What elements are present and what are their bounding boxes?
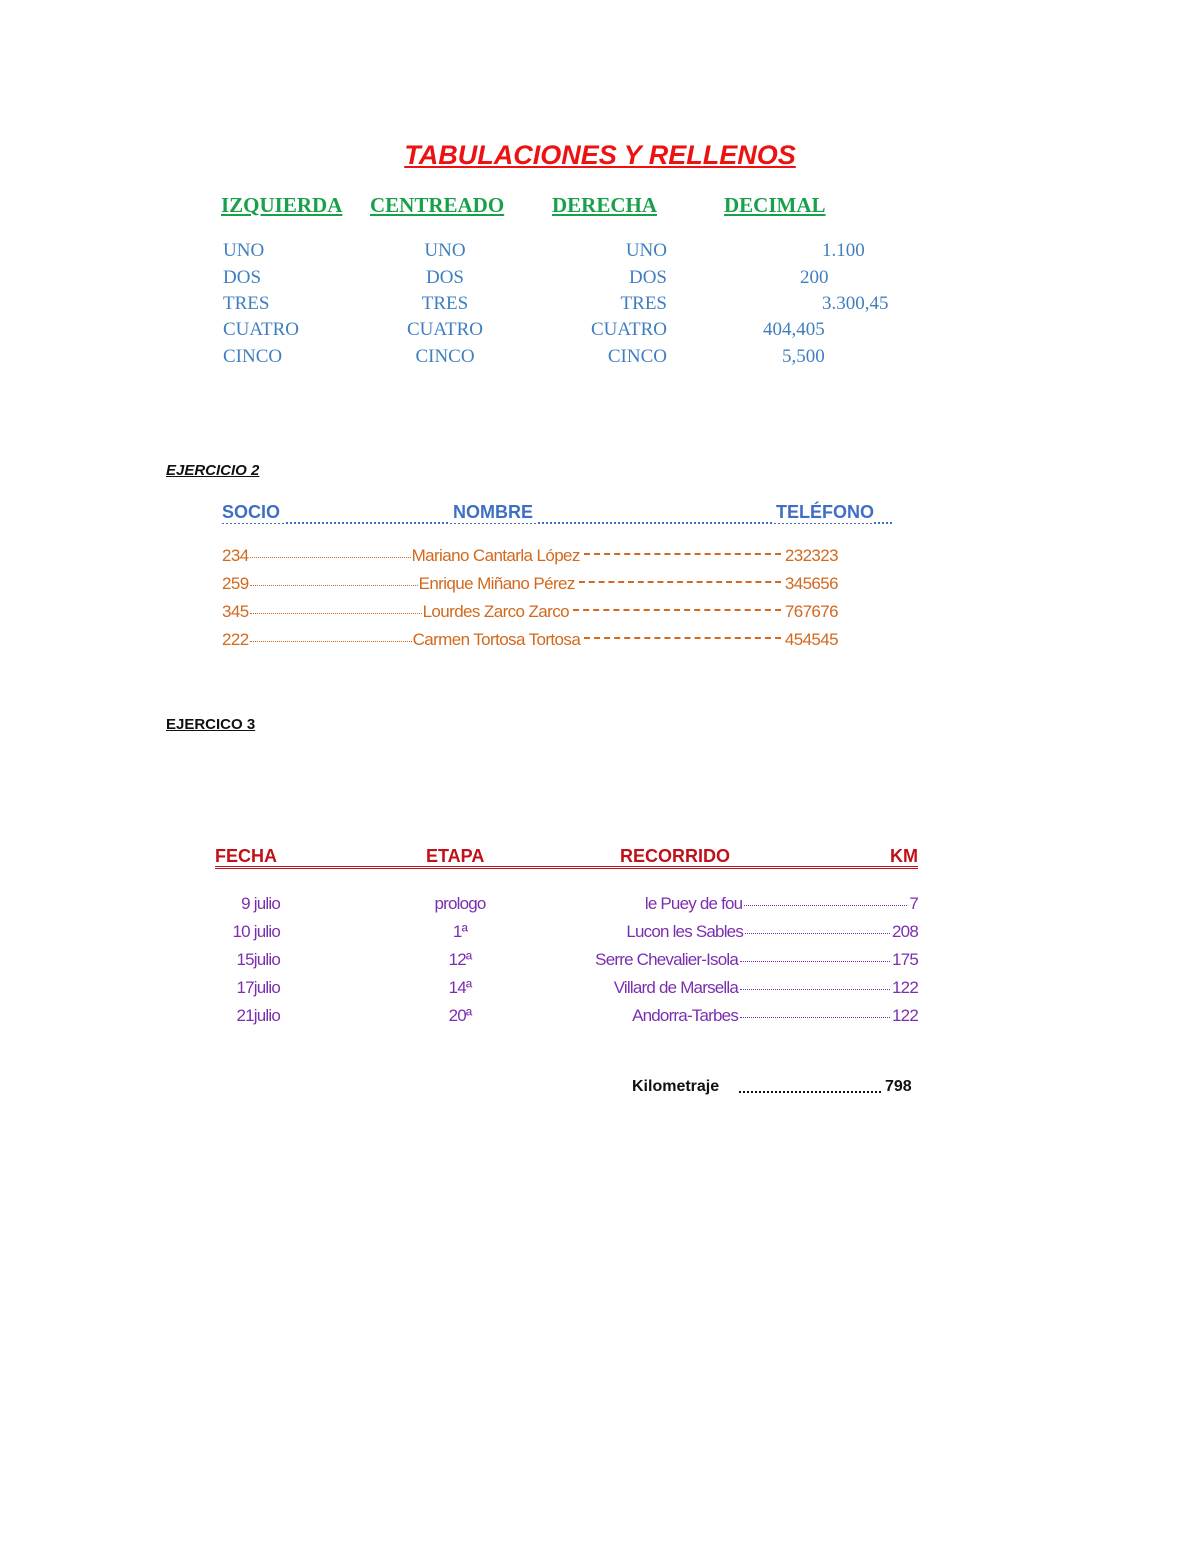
stage-km: 122 [892, 1006, 918, 1025]
stage-number: 14ª [448, 978, 472, 997]
dot-leader [740, 961, 890, 962]
ejercicio-3-label: EJERCICO 3 [166, 716, 256, 733]
s1-center-cell: DOS [425, 267, 464, 288]
dot-leader [744, 905, 907, 906]
header-centreado: CENTREADO [370, 193, 505, 217]
member-phone: 232323 [784, 546, 838, 565]
dash-leader [584, 553, 781, 555]
kilometraje-label: Kilometraje [632, 1078, 720, 1095]
table-row [222, 574, 838, 594]
s1-center-cell: CUATRO [406, 319, 483, 340]
stage-route: Lucon les Sables [626, 922, 744, 941]
dot-leader [250, 557, 411, 558]
stage-route-row [560, 978, 918, 998]
ejercicio-2-label: EJERCICIO 2 [166, 462, 260, 479]
header-km: KM [890, 846, 918, 866]
s1-decimal-cell: 404,405 [763, 319, 825, 340]
dash-leader [584, 637, 781, 639]
stage-number: 20ª [448, 1006, 472, 1025]
stage-number: 12ª [448, 950, 472, 969]
member-phone: 454545 [784, 630, 838, 649]
s1-left-cell: UNO [223, 240, 265, 261]
s1-left-cell: CINCO [223, 346, 283, 367]
stage-route: Serre Chevalier-Isola [595, 950, 739, 969]
header-derecha: DERECHA [552, 193, 658, 217]
header-izquierda: IZQUIERDA [221, 193, 343, 217]
stage-route-row [560, 922, 918, 942]
stage-km: 208 [892, 922, 918, 941]
s1-decimal-cell: 1.100 [822, 240, 865, 261]
stage-route-row [560, 1006, 918, 1026]
stage-date: 15julio [236, 950, 280, 969]
stage-km: 122 [892, 978, 918, 997]
stage-date: 17julio [236, 978, 280, 997]
dot-leader [740, 1017, 890, 1018]
stage-route: le Puey de fou [644, 894, 743, 913]
stage-date: 10 julio [232, 922, 280, 941]
socio-number: 234 [222, 546, 249, 565]
s1-center-cell: UNO [424, 240, 466, 261]
s1-right-cell: UNO [625, 240, 667, 261]
dot-leader [745, 933, 890, 934]
stage-km: 175 [892, 950, 918, 969]
stage-route: Villard de Marsella [613, 978, 739, 997]
s1-right-cell: CUATRO [590, 319, 667, 340]
stage-number: prologo [434, 894, 486, 913]
header-nombre: NOMBRE [449, 502, 537, 523]
total-dot-leader [739, 1091, 881, 1093]
s1-left-cell: DOS [223, 267, 262, 288]
header-telefono: TELÉFONO [772, 502, 874, 523]
stage-route-row [560, 950, 918, 970]
s1-decimal-cell: 3.300,45 [822, 293, 889, 314]
header-fecha: FECHA [215, 846, 277, 866]
socio-number: 259 [222, 574, 249, 593]
s1-center-cell: TRES [421, 293, 469, 314]
header-decimal: DECIMAL [724, 193, 826, 217]
header-etapa: ETAPA [426, 846, 485, 866]
kilometraje-total: 798 [885, 1078, 912, 1095]
stage-number: 1ª [452, 922, 468, 941]
table-row [222, 546, 838, 566]
member-name: Lourdes Zarco Zarco [422, 602, 569, 621]
dot-leader [250, 585, 418, 586]
stage-date: 21julio [236, 1006, 280, 1025]
member-name: Mariano Cantarla López [411, 546, 580, 565]
table-row [222, 602, 838, 622]
s1-left-cell: CUATRO [223, 319, 300, 340]
member-phone: 345656 [784, 574, 838, 593]
stage-date: 9 julio [241, 894, 280, 913]
socio-number: 222 [222, 630, 249, 649]
document-title: TABULACIONES Y RELLENOS [404, 140, 796, 170]
s1-center-cell: CINCO [415, 346, 475, 367]
dot-leader [740, 989, 890, 990]
s1-left-cell: TRES [223, 293, 270, 314]
dot-leader [250, 613, 422, 614]
stage-km: 7 [909, 894, 918, 913]
s1-right-cell: TRES [620, 293, 667, 314]
s1-right-cell: CINCO [607, 346, 667, 367]
section3-header-rule [215, 866, 918, 869]
member-name: Enrique Miñano Pérez [418, 574, 575, 593]
member-phone: 767676 [784, 602, 838, 621]
socio-number: 345 [222, 602, 249, 621]
s1-right-cell: DOS [628, 267, 667, 288]
stage-route-row [560, 894, 918, 914]
table-row [222, 630, 838, 650]
member-name: Carmen Tortosa Tortosa [412, 630, 581, 649]
header-socio: SOCIO [222, 502, 284, 523]
header-recorrido: RECORRIDO [620, 846, 731, 866]
dash-leader [579, 581, 781, 583]
stage-route: Andorra-Tarbes [632, 1006, 739, 1025]
s1-decimal-cell: 5,500 [782, 346, 825, 367]
dot-leader [250, 641, 412, 642]
s1-decimal-cell: 200 [800, 267, 829, 288]
dash-leader [573, 609, 781, 611]
